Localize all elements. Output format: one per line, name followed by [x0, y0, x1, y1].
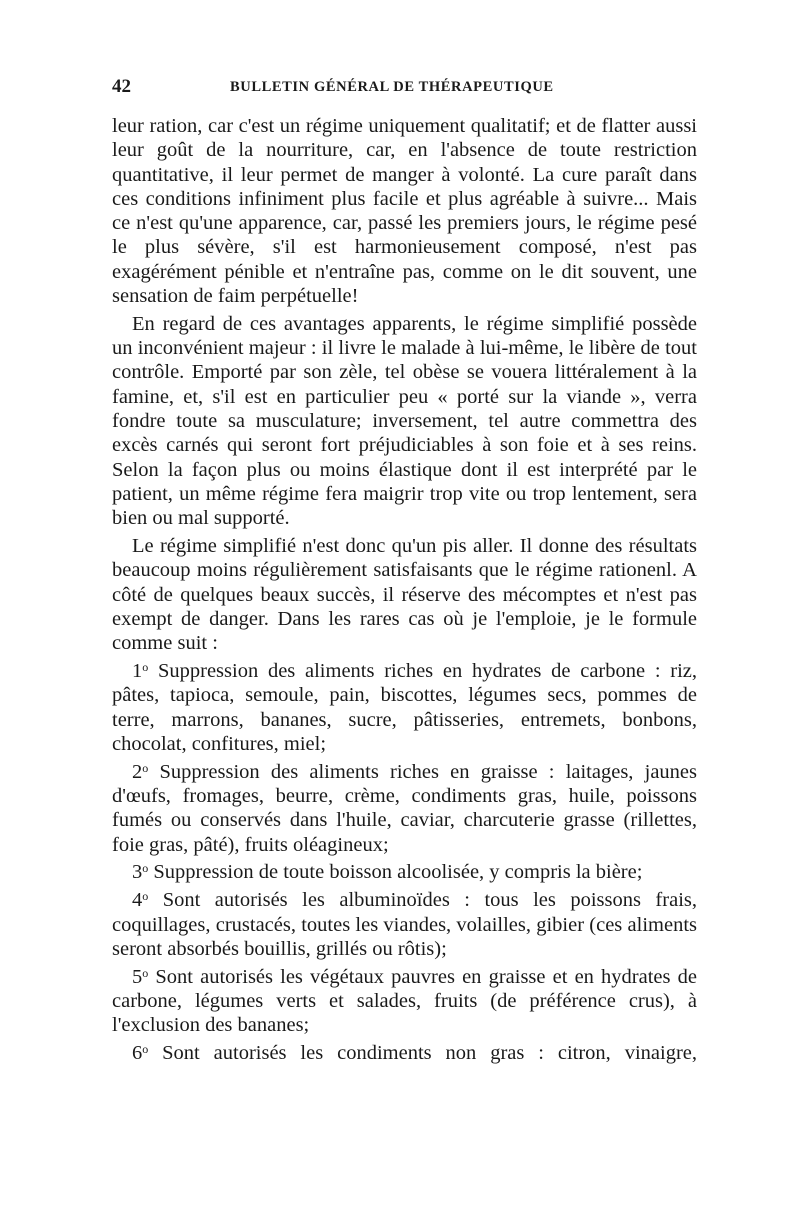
- running-title: BULLETIN GÉNÉRAL DE THÉRAPEUTIQUE: [230, 79, 554, 95]
- list-number: 2: [132, 760, 143, 783]
- ordinal-mark: o: [142, 760, 149, 775]
- list-number: 1: [132, 660, 143, 683]
- paragraph: leur ration, car c'est un régime uniquement qualitatif; et de flatter aussi leur goût de la nourriture, car, en l'absence de toute restriction quantitative, il leur permet de manger à volonté. La cure paraît dans ces conditions infiniment plus facile et plus agréable à suivre... Mais ce n'est qu'une apparence, car, passé les premiers jours, le régime pesé le plus sévère, s'il est harmonieusement composé, n'est pas exagérément pénible et n'entraîne pas, comme on le dit souvent, une sensation de faim perpétuelle!: [112, 115, 697, 308]
- body-text: [112, 114, 697, 1069]
- ordinal-mark: o: [142, 861, 149, 876]
- list-number: 5: [132, 965, 143, 988]
- page-header: [112, 76, 697, 100]
- list-number: 4: [132, 889, 143, 912]
- page-number: 42: [112, 76, 131, 97]
- ordinal-mark: o: [142, 965, 149, 980]
- paragraph: Le régime simplifié n'est donc qu'un pis aller. Il donne des résultats beaucoup moins régulièrement satisfaisants que le régime rationenl. A côté de quelques beaux succès, il réserve des mécomptes et n'est pas exempt de danger. Dans les rares cas où je l'emploie, je le formule comme suit :: [112, 535, 697, 655]
- list-number: 3: [132, 861, 143, 884]
- ordinal-mark: o: [142, 1041, 149, 1056]
- list-item: 3$^o$ Suppression de toute boisson alcoolisée, y compris la bière;: [132, 861, 643, 884]
- list-item: 5$^o$ Sont autorisés les végétaux pauvres en graisse et en hydrates de carbone, légumes verts et salades, fruits (de préférence crus), à l'exclusion des bananes;: [112, 965, 697, 1037]
- ordinal-mark: o: [142, 889, 149, 904]
- list-item: 2$^o$ Suppression des aliments riches en graisse : laitages, jaunes d'œufs, fromages, beurre, crème, condiments gras, huile, poissons fumés ou conservés dans l'huile, caviar, charcuterie grasse (rillettes, foie gras, pâté), fruits oléagineux;: [112, 760, 697, 856]
- list-item: 1$^o$ Suppression des aliments riches en hydrates de carbone : riz, pâtes, tapioca, semoule, pain, biscottes, légumes secs, pommes de terre, marrons, bananes, sucre, pâtisseries, entremets, bonbons, chocolat, confitures, miel;: [112, 660, 697, 755]
- list-item: 4$^o$ Sont autorisés les albuminoïdes : tous les poissons frais, coquillages, crustacés, toutes les viandes, volailles, gibier (ces aliments seront absorbés bouillis, grillés ou rôtis);: [112, 889, 697, 960]
- paragraph: En regard de ces avantages apparents, le régime simplifié possède un inconvénient majeur : il livre le malade à lui-même, le libère de tout contrôle. Emporté par son zèle, tel obèse se vouera littéralement à la famine, et, s'il est en particulier peu « porté sur la viande », verra fondre toute sa musculature; inversement, tel autre commettra des excès carnés qui seront fort préjudiciables à son foie et à ses reins. Selon la façon plus ou moins élastique dont il est interprété par le patient, un même régime fera maigrir trop vite ou trop lentement, sera bien ou mal supporté.: [112, 312, 697, 530]
- ordinal-mark: o: [142, 660, 149, 675]
- list-number: 6: [132, 1041, 143, 1064]
- list-item: 6$^o$ Sont autorisés les condiments non gras : citron, vinaigre,: [132, 1041, 697, 1064]
